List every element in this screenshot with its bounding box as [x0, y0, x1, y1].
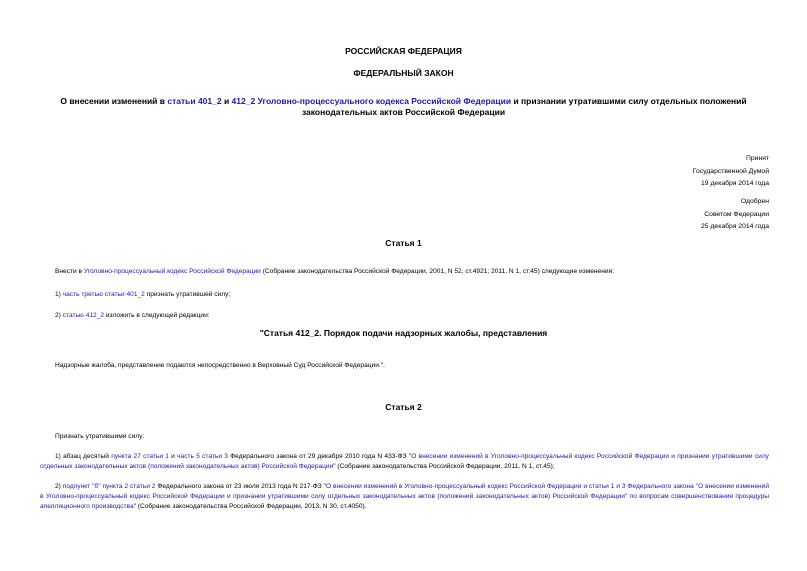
sub-1-link-part-5[interactable]: часть 5 статьи 3	[177, 453, 228, 460]
sub-1-link-point-27[interactable]: пункта 27 статьи 1	[111, 453, 169, 460]
title-link-criminal-procedure-code[interactable]: Уголовно-процессуального кодекса Российской Федерации	[257, 96, 512, 106]
article-2-item-2	[40, 482, 769, 512]
title-text-2: и	[221, 96, 232, 106]
article-1-item-2	[55, 311, 767, 321]
article-1-intro	[55, 267, 767, 277]
intro-text-1: Внести в	[55, 268, 84, 275]
approved-block	[701, 196, 769, 234]
adopted-date: 19 декабря 2014 года	[701, 180, 769, 187]
sub-1-link-law-title[interactable]: О внесении изменений в Уголовно-процессуальный кодекс Российской Федерации и признании утратившими силу отдельных законодательных актов (положений законодательных актов) Российской Федерации	[40, 453, 769, 470]
article-2-heading: Статья 2	[385, 402, 422, 412]
item-1-link[interactable]: часть третью статьи 401_2	[62, 291, 145, 298]
intro-link-criminal-procedure-code[interactable]: Уголовно-процессуальный кодекс Российской Федерации	[83, 268, 261, 275]
sub-2-text-1: Федерального закона от 23 июля 2013 года N 217-ФЗ "	[155, 483, 327, 490]
quoted-article-text: Надзорные жалоба, представление подаются непосредственно в Верховный Суд Российской Федерации.".	[55, 362, 385, 369]
article-2-intro: Признать утратившими силу:	[55, 433, 145, 440]
intro-text-2: (Собрание законодательства Российской Федерации, 2001, N 52, ст.4921; 2011, N 1, ст.45) следующие изменения:	[260, 268, 614, 275]
sub-2-number: 2)	[55, 483, 63, 490]
item-2-number: 2)	[55, 312, 63, 319]
adopted-block	[693, 153, 769, 191]
approved-line-2: Советом Федерации	[704, 210, 769, 218]
title-link-article-412-2[interactable]: 412_2	[231, 96, 256, 106]
article-1-item-1	[55, 290, 767, 300]
country-heading: РОССИЙСКАЯ ФЕДЕРАЦИЯ	[345, 46, 462, 56]
title-link-article-401-2[interactable]: статьи 401_2	[167, 96, 222, 106]
approved-date: 25 декабря 2014 года	[701, 223, 769, 230]
sub-1-text-2: и	[168, 453, 178, 460]
sub-1-text-1: абзац десятый	[63, 453, 112, 460]
sub-2-link-subpoint-b[interactable]: подпункт "б" пункта 2 статьи 2	[62, 483, 156, 490]
article-1-heading: Статья 1	[385, 238, 422, 248]
sub-2-text-2: " (Собрание законодательства Российской Федерации, 2013, N 30, ст.4050).	[133, 503, 367, 510]
adopted-line-2: Государственной Думой	[692, 167, 769, 175]
document-title	[40, 96, 767, 118]
sub-1-text-4: " (Собрание законодательства Российской Федерации, 2011, N 1, ст.45);	[333, 463, 555, 470]
quoted-article-title: "Статья 412_2. Порядок подачи надзорных жалобы, представления	[259, 328, 548, 338]
adopted-line-1: Принят	[745, 155, 769, 162]
approved-line-1: Одобрен	[740, 198, 769, 205]
sub-1-text-3: Федерального закона от 29 декабря 2010 года N 433-ФЗ "	[227, 453, 412, 460]
item-2-link[interactable]: статью 412_2	[62, 312, 105, 319]
item-1-text: признать утратившей силу;	[144, 291, 231, 298]
law-type-heading: ФЕДЕРАЛЬНЫЙ ЗАКОН	[353, 68, 454, 78]
article-2-item-1	[40, 452, 769, 472]
sub-1-number: 1)	[55, 453, 64, 460]
item-1-number: 1)	[55, 291, 63, 298]
title-text-1: О внесении изменений в	[60, 96, 168, 106]
item-2-text: изложить в следующей редакции:	[104, 312, 210, 319]
title-text-4: и признании утратившими силу отдельных положений законодательных актов Российской Федерации	[301, 96, 747, 117]
sub-2-link-law-title[interactable]: О внесении изменений в Уголовно-процессуальный кодекс Российской Федерации и статьи 1 и 3 Федерального закона "О внесении изменений в Уголовно-процессуальный кодекс Российской Федерации и признании утратившими силу отдельных законодательных актов (положений законодательных актов) Российской Федерации" по вопросам совершенствования процедуры апелляционного производства	[40, 483, 770, 510]
